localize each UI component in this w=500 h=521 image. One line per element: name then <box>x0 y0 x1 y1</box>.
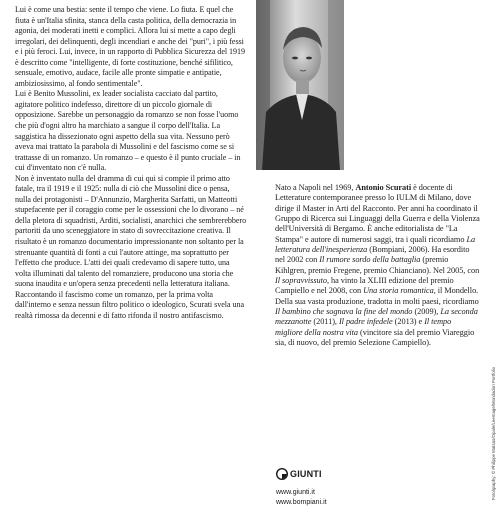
bio-text: (2009), <box>412 307 441 317</box>
publisher-logo <box>276 468 322 480</box>
bio-text: , il Mondello. Della sua vasta produzione, tradotta in molti paesi, ricordiamo <box>275 286 479 306</box>
book-title: Il tempo migliore della nostra vita <box>275 317 452 337</box>
giunti-logo-icon <box>276 468 288 480</box>
author-portrait-image <box>256 0 344 170</box>
website-link[interactable]: www.giunti.it <box>276 489 315 496</box>
synopsis-paragraph: Raccontando il fascismo come un romanzo, per la prima volta dall'interno e senza nessun filtro politico o ideologico, Scurati svela una realtà rimossa da decenni e di fatto rifonda il nostro antifascismo. <box>15 289 244 320</box>
bio-text: Nato a Napoli nel 1969, <box>275 183 356 192</box>
photo-credit: Foto/graphy: © Philippe Matsas/Opale/Leemage/Mondadori Portfolio <box>491 366 496 500</box>
author-bio-paragraph <box>275 183 480 349</box>
website-link[interactable]: www.bompiani.it <box>276 499 327 506</box>
bio-text: (2013) e <box>392 317 425 327</box>
book-title: La letteratura dell'inesperienza <box>275 234 476 255</box>
book-title: Una storia romantica <box>363 286 434 296</box>
book-title: Il sopravvissuto <box>275 276 327 286</box>
author-photo <box>256 0 344 170</box>
author-name: Antonio Scurati <box>355 183 412 192</box>
synopsis-paragraph: Lui è come una bestia: sente il tempo che viene. Lo fiuta. E quel che fiuta è un'Italia sfinita, stanca della casta politica, della democrazia in agonia, dei moderati inetti e complici. Allora lui si mette a capo degli irregolari, dei delinquenti, degli incendiari e anche dei "puri", i più fessi e i più feroci. Lui, invece, in un rapporto di Pubblica Sicurezza del 1919 è descritto come "intelligente, di forte costituzione, benché sifilitico, sensuale, emotivo, audace, facile alle pronte simpatie e antipatie, ambiziosissimo, al fondo sentimentale". <box>15 5 246 88</box>
book-title: Il rumore sordo della battaglia <box>319 255 421 265</box>
book-title: La seconda mezzanotte <box>275 307 478 327</box>
book-title: Il padre infedele <box>338 317 393 327</box>
bio-text: (vincitore sia del premio Viareggio sia, di nuovo, del premio Selezione Campiello). <box>275 327 475 348</box>
bio-text: è docente di Letterature contemporanee presso lo IULM di Milano, dove dirige il Master in Arti del Racconto. Per anni ha coordinato il Gruppo di Ricerca sui Linguaggi della Guerra e della Violenza dell'Università di Bergamo. È anche editorialista de "La Stampa" e autore di numerosi saggi, tra i quali ricordiamo <box>275 183 480 244</box>
bio-text: (Bompiani, 2006). Ha esordito nel 2002 con <box>275 245 470 265</box>
bio-text: (2011), <box>311 317 339 327</box>
bio-text: , ha vinto la XLIII edizione del premio Campiello e nel 2008, con <box>275 276 454 296</box>
synopsis-paragraph: Non è inventato nulla del dramma di cui qui si compie il primo atto fatale, tra il 1919 e il 1925: nulla di ciò che Mussolini dice o pensa, nulla dei protagonisti – D'Annunzio, Margherita Sarfatti, un Matteotti stupefacente per il coraggio come per le ossessioni che lo divorano – né della pletora di squadristi, Arditi, socialisti, anarchici che sembrerebbero partoriti da uno sceneggiatore in stato di sovreccitazione creativa. Il risultato è un romanzo documentario impressionante non soltanto per la strenuante quantità di fonti a cui l'autore attinge, ma soprattutto per l'effetto che produce. L'atti dei quali credevamo di sapere tutto, una volta illuminati dal talento del romanziere, producono una storia che suona inaudita e un'opera senza precedenti nella letteratura italiana. <box>15 173 247 289</box>
bio-text: (premio Kihlgren, premio Fregene, premio Chianciano). Nel 2005, con <box>275 255 480 275</box>
book-title: Il bambino che sognava la fine del mondo <box>275 307 413 317</box>
author-bio <box>275 183 480 349</box>
publisher-logo-text: GIUNTI <box>290 469 322 479</box>
synopsis-paragraph: Lui è Benito Mussolini, ex leader socialista cacciato dal partito, agitatore politico indefesso, direttore di un piccolo giornale di opposizione. Sarebbe un personaggio da romanzo se non fosse l'uomo che più d'ogni altro ha marchiato a sangue il corpo dell'Italia. La saggistica ha dissezionato ogni aspetto della sua vita. Nessuno però aveva mai trattato la parabola di Mussolini e del fascismo come se si trattasse di un romanzo. Un romanzo – e questo è il punto cruciale – in cui d'inventato non c'è nulla. <box>15 89 241 173</box>
synopsis-text <box>15 5 247 321</box>
publisher-websites <box>276 488 327 508</box>
